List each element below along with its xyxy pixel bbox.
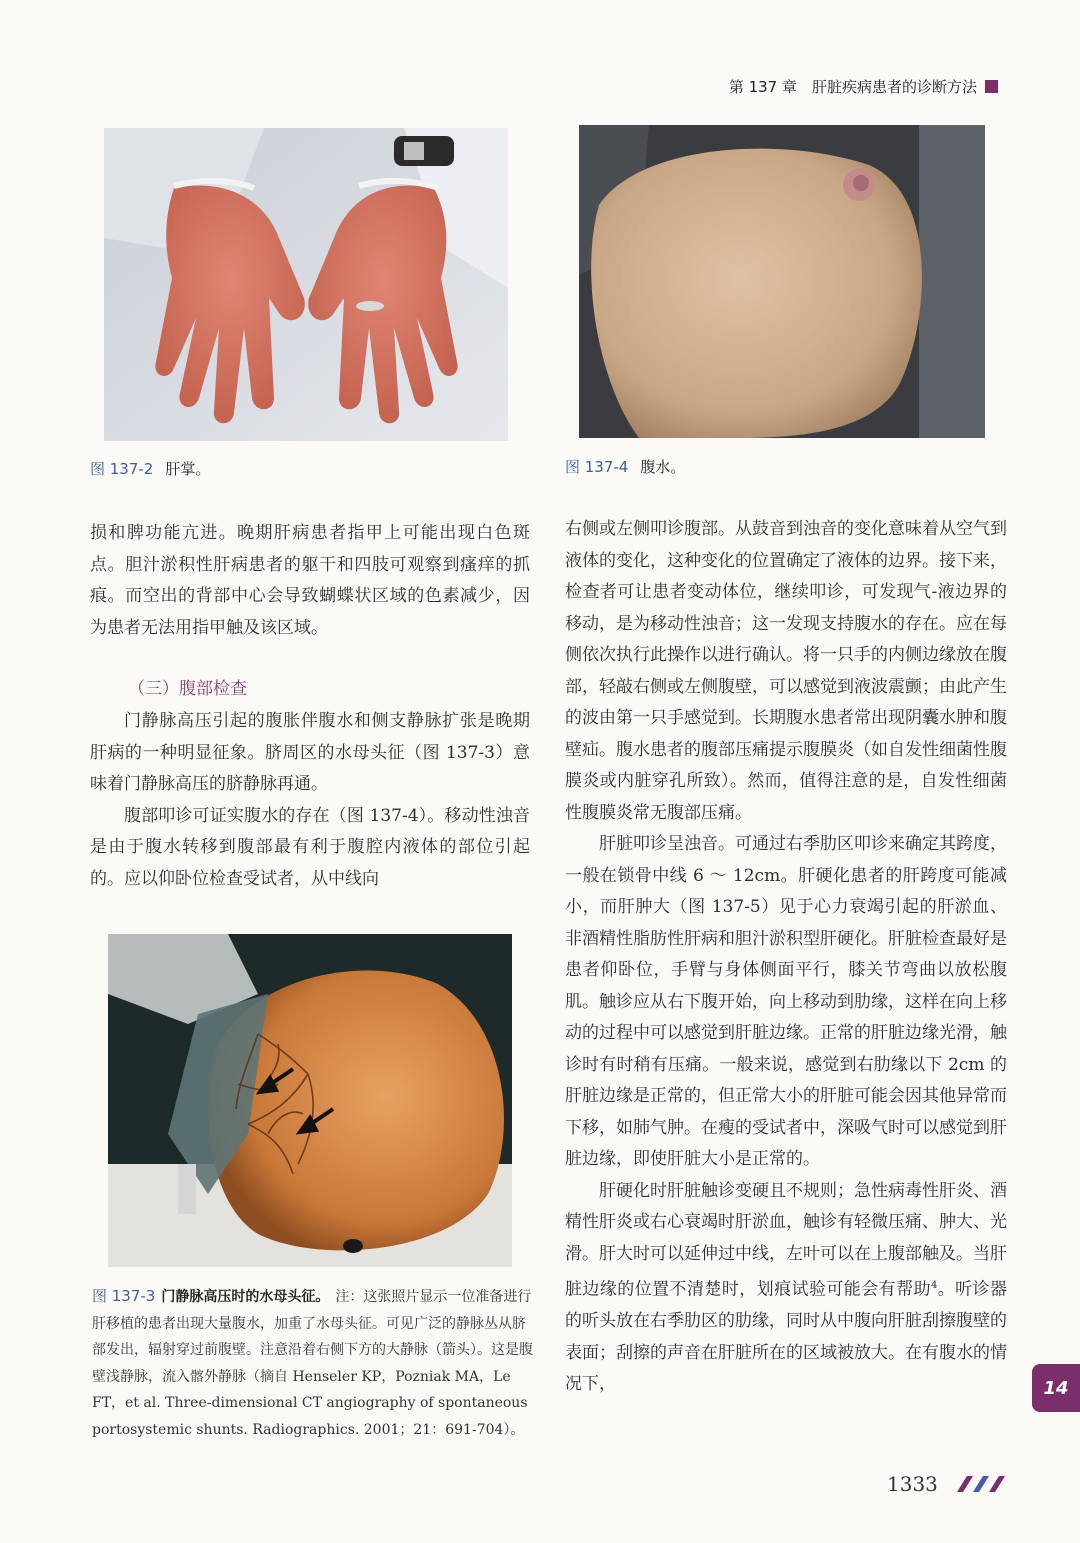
chapter-side-tab: 14 (1032, 1364, 1080, 1412)
header-square-mark (985, 80, 998, 93)
paragraph: 门静脉高压引起的腹胀伴腹水和侧支静脉扩张是晚期肝病的一种明显征象。脐周区的水母头征（图 137-3）意味着门静脉高压的脐静脉再通。 (90, 711, 530, 794)
paragraph: 肝脏叩诊呈浊音。可通过右季肋区叩诊来确定其跨度，一般在锁骨中线 6 ～ 12cm。肝硬化患者的肝跨度可能减小，而肝肿大（图 137-5）见于心力衰竭引起的肝淤血、非酒精性脂肪性肝病和胆汁淤积型肝硬化。肝脏检查最好是患者仰卧位，手臂与身体侧面平行，膝关节弯曲以放松腹肌。触诊应从右下腹开始，向上移动到肋缘，这样在向上移动的过程中可以感觉到肝脏边缘。正常的肝脏边缘光滑，触诊时有时稍有压痛。一般来说，感觉到右肋缘以下 2cm 的肝脏边缘是正常的，但正常大小的肝脏可能会因其他异常而下移，如肺气肿。在瘦的受试者中，深吸气时可以感觉到肝脏边缘，即使肝脏大小是正常的。 (565, 834, 1007, 1169)
figure-title: 门静脉高压时的水母头征。 (161, 1289, 330, 1305)
paragraph: 右侧或左侧叩诊腹部。从鼓音到浊音的变化意味着从空气到液体的变化，这种变化的位置确定了液体的边界。接下来，检查者可让患者变动体位，继续叩诊，可发现气-液边界的移动，是为移动性浊音；这一发现支持腹水的存在。应在每侧依次执行此操作以进行确认。将一只手的内侧边缘放在腹部，轻敲右侧或左侧腹壁，可以感觉到液波震颤；由此产生的波由第一只手感觉到。长期腹水患者常出现阴囊水肿和腹壁疝。腹水患者的腹部压痛提示腹膜炎（如自发性细菌性腹膜炎或内脏穿孔所致）。然而，值得注意的是，自发性细菌性腹膜炎常无腹部压痛。 (565, 519, 1007, 823)
figure-title: 肝掌。 (165, 460, 211, 478)
figure-number: 图 137-2 (90, 460, 154, 478)
figure-caput-medusae-photo (108, 934, 512, 1267)
page-number: 1333 (887, 1472, 938, 1496)
paragraph: 腹部叩诊可证实腹水的存在（图 137-4）。移动性浊音是由于腹水转移到腹部最有利于腹腔内液体的部位引起的。应以仰卧位检查受试者，从中线向 (90, 805, 530, 889)
paragraph: 损和脾功能亢进。晚期肝病患者指甲上可能出现白色斑点。胆汁淤积性肝病患者的躯干和四肢可观察到瘙痒的抓痕。而空出的背部中心会导致蝴蝶状区域的色素减少，因为患者无法用指甲触及该区域。 (90, 523, 530, 638)
citation-superscript: 4 (930, 1280, 938, 1291)
paragraph-text: 。听诊器的听头放在右季肋区的肋缘，同时从中腹向肝脏刮擦腹壁的表面；刮擦的声音在肝脏所在的区域被放大。在有腹水的情况下， (565, 1279, 1008, 1395)
paragraph (565, 1176, 1007, 1401)
paragraph-text: 肝硬化时肝脏触诊变硬且不规则；急性病毒性肝炎、酒精性肝炎或右心衰竭时肝淤血，触诊有轻微压痛、肿大、光滑。肝大时可以延伸过中线，左叶可以在上腹部触及。当肝脏边缘的位置不清楚时，划痕试验可能会有帮助 (565, 1180, 1007, 1300)
section-heading: （三）腹部检查 (128, 679, 247, 699)
figure-number: 图 137-3 (92, 1287, 156, 1305)
figure-number: 图 137-4 (565, 458, 629, 476)
figure-note: 注：这张照片显示一位准备进行肝移植的患者出现大量腹水，加重了水母头征。可见广泛的静脉丛从脐部发出，辐射穿过前腹壁。注意沿着右侧下方的大静脉（箭头）。这是腹壁浅静脉，流入髂外静脉（摘自 Henseler KP，Pozniak MA，Le FT，et al. Three-dimensional CT angiography of spontaneous portosystemic shunts. Radiographics. 2001；21：691-704）。 (92, 1289, 533, 1438)
left-column-body (90, 706, 530, 895)
figure-ascites-photo (579, 125, 985, 438)
running-header (729, 76, 998, 97)
right-column-body (565, 514, 1007, 1401)
figure-137-4-caption (565, 456, 685, 477)
decorative-slashes-icon (953, 1474, 1011, 1494)
chapter-title: 第 137 章 肝脏疾病患者的诊断方法 (728, 78, 977, 96)
figure-137-2-caption (90, 458, 210, 479)
figure-137-3-caption (92, 1283, 534, 1443)
left-column-paragraph-1 (90, 518, 530, 644)
figure-title: 腹水。 (640, 458, 686, 476)
figure-palmar-erythema-photo (104, 128, 508, 441)
